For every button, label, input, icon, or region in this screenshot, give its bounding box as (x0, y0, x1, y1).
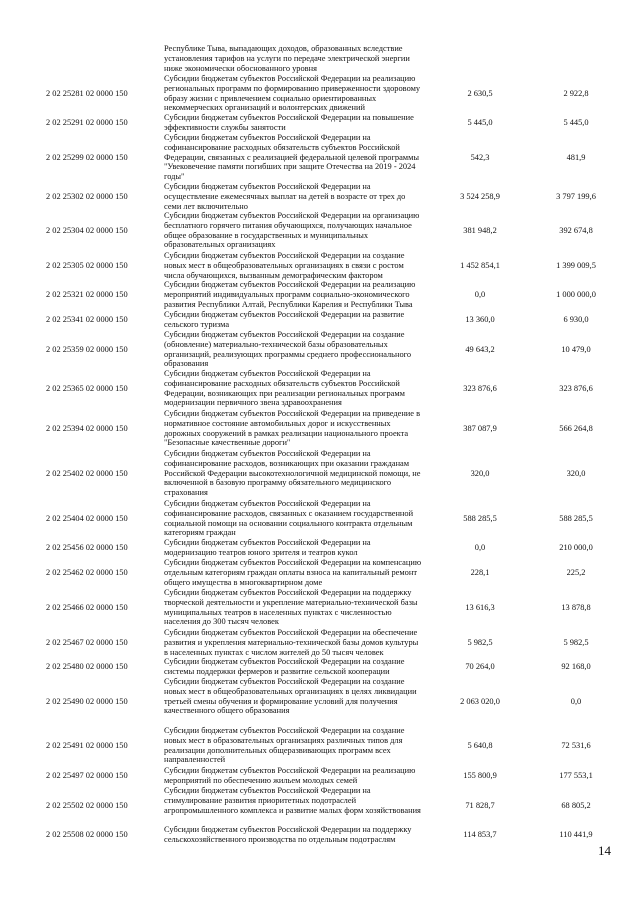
amount-2023: 68 805,2 (561, 800, 591, 810)
amount-2023: 323 876,6 (559, 383, 593, 393)
budget-code: 2 02 25305 02 0000 150 (46, 260, 128, 270)
description: Субсидии бюджетам субъектов Российской Федерации на обеспечение развития и укрепления материально-технической базы домов культуры в населенных пунктах с числом жителей до 50 тысяч человек (164, 628, 419, 657)
amount-2022: 228,1 (470, 567, 490, 577)
amount-2023: 320,0 (566, 468, 586, 478)
budget-code: 2 02 25508 02 0000 150 (46, 829, 128, 839)
budget-code: 2 02 25462 02 0000 150 (46, 567, 128, 577)
amount-2022: 387 087,9 (463, 423, 497, 433)
amount-2022: 542,3 (470, 152, 490, 162)
description: Субсидии бюджетам субъектов Российской Федерации на организацию бесплатного горячего питания обучающихся, получающих начальное общее образование в государственных и муниципальных образовательных организациях (164, 211, 420, 250)
amount-2023: 10 479,0 (561, 344, 591, 354)
budget-code: 2 02 25502 02 0000 150 (46, 800, 128, 810)
amount-2022: 2 630,5 (467, 88, 493, 98)
budget-code: 2 02 25456 02 0000 150 (46, 542, 128, 552)
amount-2023: 481,9 (566, 152, 586, 162)
budget-code: 2 02 25404 02 0000 150 (46, 513, 128, 523)
amount-2022: 588 285,5 (463, 513, 497, 523)
amount-2022: 1 452 854,1 (460, 260, 500, 270)
budget-code: 2 02 25466 02 0000 150 (46, 602, 128, 612)
description: Субсидии бюджетам субъектов Российской Федерации на компенсацию отдельным категориям граждан оплаты взноса на капитальный ремонт общего имущества в многоквартирном доме (164, 558, 422, 587)
amount-2023: 2 922,8 (563, 88, 589, 98)
amount-2023: 588 285,5 (559, 513, 593, 523)
description: Субсидии бюджетам субъектов Российской Федерации на реализацию мероприятий по обеспечению жильем молодых семей (164, 766, 416, 785)
amount-2022: 2 063 020,0 (460, 696, 500, 706)
description: Субсидии бюджетам субъектов Российской Федерации на реализацию региональных программ по формированию приверженности здоровому образу жизни с привлечением социально ориентированных некоммерческих организаций и волонтерских движений (164, 74, 421, 113)
amount-2023: 72 531,6 (561, 740, 591, 750)
amount-2022: 0,0 (474, 542, 486, 552)
description: Субсидии бюджетам субъектов Российской Федерации на создание (обновление) материально-технической базы образовательных организаций, реализующих программы среднего профессионального образования (164, 330, 412, 369)
description: Субсидии бюджетам субъектов Российской Федерации на поддержку творческой деятельности и укрепление материально-технической базы муниципальных театров в населенных пунктах с численностью населения до 300 тысяч человек (164, 588, 418, 627)
amount-2023: 5 982,5 (563, 637, 589, 647)
description: Субсидии бюджетам субъектов Российской Федерации на создание новых мест в образовательных организациях различных типов для реализации дополнительных общеразвивающих программ всех направленностей (164, 726, 405, 765)
amount-2023: 6 930,0 (563, 314, 589, 324)
amount-2022: 155 800,9 (463, 770, 497, 780)
description: Субсидии бюджетам субъектов Российской Федерации на поддержку сельскохозяйственного производства по отдельным подотраслям (164, 825, 412, 844)
description: Субсидии бюджетам субъектов Российской Федерации на софинансирование расходов, возникающих при оказании гражданам Российской Федерации высокотехнологичной медицинской помощи, не включенной в базовую программу обязательного медицинского страхования (164, 449, 421, 498)
budget-code: 2 02 25302 02 0000 150 (46, 191, 128, 201)
amount-2023: 1 399 009,5 (556, 260, 596, 270)
description: Республике Тыва, выпадающих доходов, образованных вследствие установления тарифов на услуги по передаче электрической энергии ниже экономически обоснованного уровня (164, 44, 410, 73)
amount-2023: 177 553,1 (559, 770, 593, 780)
amount-2022: 13 616,3 (465, 602, 495, 612)
page-number: 14 (598, 843, 611, 858)
budget-code: 2 02 25359 02 0000 150 (46, 344, 128, 354)
amount-2022: 320,0 (470, 468, 490, 478)
amount-2023: 1 000 000,0 (556, 289, 596, 299)
description: Субсидии бюджетам субъектов Российской Федерации на создание системы поддержки фермеров и развитие сельской кооперации (164, 657, 405, 676)
amount-2023: 13 878,8 (561, 602, 591, 612)
budget-code: 2 02 25281 02 0000 150 (46, 88, 128, 98)
description: Субсидии бюджетам субъектов Российской Федерации на создание новых мест в общеобразовательных организациях в связи с ростом числа обучающихся, вызванным демографическим фактором (164, 251, 405, 280)
budget-code: 2 02 25467 02 0000 150 (46, 637, 128, 647)
budget-code: 2 02 25490 02 0000 150 (46, 696, 128, 706)
description: Субсидии бюджетам субъектов Российской Федерации на создание новых мест в общеобразовательных организациях в целях ликвидации третьей смены обучения и формирование условий для получения качественного общего образования (164, 677, 417, 716)
amount-2023: 3 797 199,6 (556, 191, 596, 201)
amount-2023: 392 674,8 (559, 225, 593, 235)
amount-2023: 210 000,0 (559, 542, 593, 552)
budget-code: 2 02 25321 02 0000 150 (46, 289, 128, 299)
budget-code: 2 02 25480 02 0000 150 (46, 661, 128, 671)
budget-code: 2 02 25291 02 0000 150 (46, 117, 128, 127)
amount-2022: 5 982,5 (467, 637, 493, 647)
amount-2022: 3 524 258,9 (460, 191, 500, 201)
amount-2022: 0,0 (474, 289, 486, 299)
budget-code: 2 02 25497 02 0000 150 (46, 770, 128, 780)
amount-2023: 0,0 (570, 696, 582, 706)
amount-2022: 5 640,8 (467, 740, 493, 750)
amount-2023: 566 264,8 (559, 423, 593, 433)
budget-code: 2 02 25304 02 0000 150 (46, 225, 128, 235)
description: Субсидии бюджетам субъектов Российской Федерации на модернизацию театров юного зрителя и театров кукол (164, 538, 371, 557)
amount-2022: 323 876,6 (463, 383, 497, 393)
budget-code: 2 02 25402 02 0000 150 (46, 468, 128, 478)
amount-2022: 49 643,2 (465, 344, 495, 354)
budget-code: 2 02 25299 02 0000 150 (46, 152, 128, 162)
description: Субсидии бюджетам субъектов Российской Федерации на стимулирование развития приоритетных подотраслей агропромышленного комплекса и развитие малых форм хозяйствования (164, 786, 421, 815)
budget-code: 2 02 25341 02 0000 150 (46, 314, 128, 324)
description: Субсидии бюджетам субъектов Российской Федерации на повышение эффективности службы занятости (164, 113, 414, 132)
description: Субсидии бюджетам субъектов Российской Федерации на осуществление ежемесячных выплат на детей в возрасте от трех до семи лет включительно (164, 182, 406, 211)
amount-2022: 114 853,7 (463, 829, 497, 839)
description: Субсидии бюджетам субъектов Российской Федерации на реализацию мероприятий индивидуальных программ социально-экономического развития Республики Алтай, Республики Карелия и Республики Тыва (164, 280, 416, 309)
amount-2022: 13 360,0 (465, 314, 495, 324)
amount-2023: 92 168,0 (561, 661, 591, 671)
amount-2022: 381 948,2 (463, 225, 497, 235)
amount-2022: 70 264,0 (465, 661, 495, 671)
budget-code: 2 02 25365 02 0000 150 (46, 383, 128, 393)
budget-code: 2 02 25491 02 0000 150 (46, 740, 128, 750)
description: Субсидии бюджетам субъектов Российской Федерации на софинансирование расходных обязательств субъектов Российской Федерации, возникающих при реализации региональных программ модернизации первичного звена здравоохранения (164, 369, 405, 408)
amount-2022: 5 445,0 (467, 117, 493, 127)
amount-2023: 5 445,0 (563, 117, 589, 127)
description: Субсидии бюджетам субъектов Российской Федерации на развитие сельского туризма (164, 310, 405, 329)
description: Субсидии бюджетам субъектов Российской Федерации на софинансирование расходов, связанных с оказанием государственной социальной помощи на основании социального контракта отдельным категориям граждан (164, 499, 414, 538)
amount-2023: 110 441,9 (559, 829, 593, 839)
budget-code: 2 02 25394 02 0000 150 (46, 423, 128, 433)
amount-2023: 225,2 (566, 567, 586, 577)
description: Субсидии бюджетам субъектов Российской Федерации на софинансирование расходных обязательств субъектов Российской Федерации, связанных с реализацией федеральной целевой программы "Увековечение памяти погибших при защите Отечества на 2019 - 2024 годы" (164, 133, 420, 182)
amount-2022: 71 828,7 (465, 800, 495, 810)
description: Субсидии бюджетам субъектов Российской Федерации на приведение в нормативное состояние автомобильных дорог и искусственных дорожных сооружений в рамках реализации национального проекта "Безопасные качественные дороги" (164, 409, 421, 448)
